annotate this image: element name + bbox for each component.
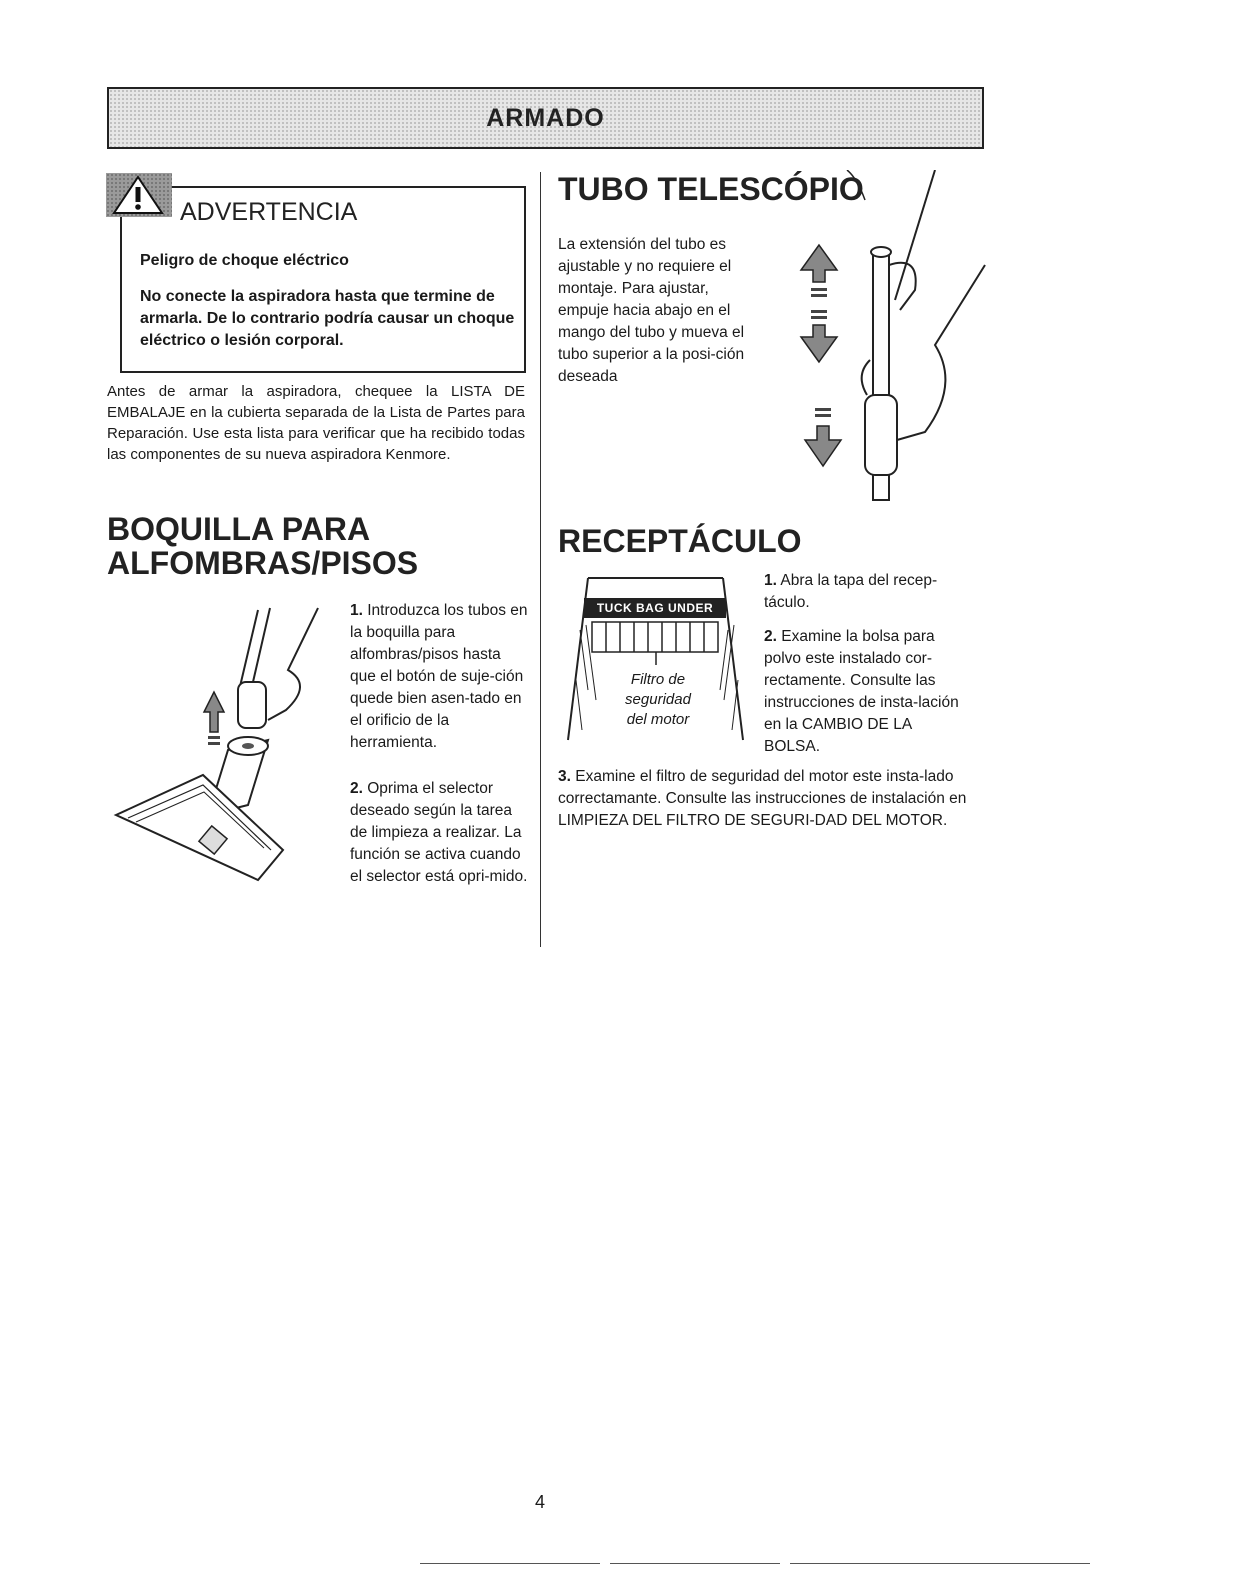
receptaculo-step-1-number: 1. [764, 572, 777, 589]
footer-rule-2 [610, 1563, 780, 1564]
boquilla-step-1-text: Introduzca los tubos en la boquilla para alfombras/pisos hasta que el botón de suje-ción quede bien asen-tado en el orificio de la herramienta. [350, 602, 528, 751]
warning-subtitle: Peligro de choque eléctrico [140, 252, 349, 269]
boquilla-step-2-number: 2. [350, 780, 363, 797]
receptaculo-heading: RECEPTÁCULO [558, 523, 802, 559]
page-number: 4 [534, 1492, 545, 1512]
receptacle-illustration [558, 570, 758, 750]
warning-triangle-icon [112, 175, 164, 215]
receptacle-filter-label [603, 670, 713, 730]
receptaculo-step-2-number: 2. [764, 628, 777, 645]
boquilla-heading-line1: BOQUILLA PARA [107, 511, 371, 547]
receptaculo-step-1 [764, 570, 969, 614]
boquilla-heading [107, 512, 527, 580]
receptaculo-step-3-text: Examine el filtro de seguridad del motor este insta-lado correctamante. Consulte las instrucciones de instalación en LIMPIEZA DEL FILTRO DE SEGURI-DAD DEL MOTOR. [558, 768, 967, 829]
boquilla-heading-line2: ALFOMBRAS/PISOS [107, 545, 419, 581]
column-divider [540, 172, 541, 947]
nozzle-illustration [108, 600, 338, 900]
section-title: ARMADO [486, 103, 605, 132]
section-banner [107, 87, 984, 149]
intro-paragraph: Antes de armar la aspiradora, chequee la LISTA DE EMBALAJE en la cubierta separada de la Lista de Partes para Reparación. Use esta lista para verificar que ha recibido todas las componentes de su nueva aspiradora Kenmore. [107, 383, 525, 463]
receptacle-label-top: TUCK BAG UNDER [596, 601, 714, 615]
boquilla-step-2-text: Oprima el selector deseado según la tarea de limpieza a realizar. La función se activa cuando el selector está opri-mido. [350, 780, 528, 885]
receptaculo-step-3 [558, 766, 978, 832]
receptaculo-step-2 [764, 626, 969, 758]
warning-title: ADVERTENCIA [180, 198, 358, 226]
receptaculo-step-3-number: 3. [558, 768, 571, 785]
boquilla-step-1 [350, 600, 530, 754]
receptaculo-step-1-text: Abra la tapa del recep-táculo. [764, 572, 938, 611]
tubo-heading: TUBO TELESCÓPIO [558, 171, 864, 207]
boquilla-step-1-number: 1. [350, 602, 363, 619]
receptacle-filter-label-line3: del motor [626, 711, 690, 728]
boquilla-step-2 [350, 778, 530, 888]
receptacle-filter-label-line1: Filtro de [630, 671, 686, 688]
receptaculo-step-2-text: Examine la bolsa para polvo este instalado cor-rectamente. Consulte las instrucciones de insta-lación en la CAMBIO DE LA BOLSA. [764, 628, 959, 755]
warning-body: No conecte la aspiradora hasta que termine de armarla. De lo contrario podría causar un choque eléctrico o lesión corporal. [140, 288, 515, 349]
tubo-paragraph: La extensión del tubo es ajustable y no requiere el montaje. Para ajustar, empuje hacia abajo en el mango del tubo y mueva el tubo superior a la posi-ción deseada [558, 236, 745, 385]
telescopic-tube-illustration [785, 170, 995, 505]
receptacle-filter-label-line2: seguridad [625, 691, 691, 708]
footer-rule-1 [420, 1563, 600, 1564]
warning-icon-background [106, 173, 172, 217]
footer-rule-3 [790, 1563, 1090, 1564]
